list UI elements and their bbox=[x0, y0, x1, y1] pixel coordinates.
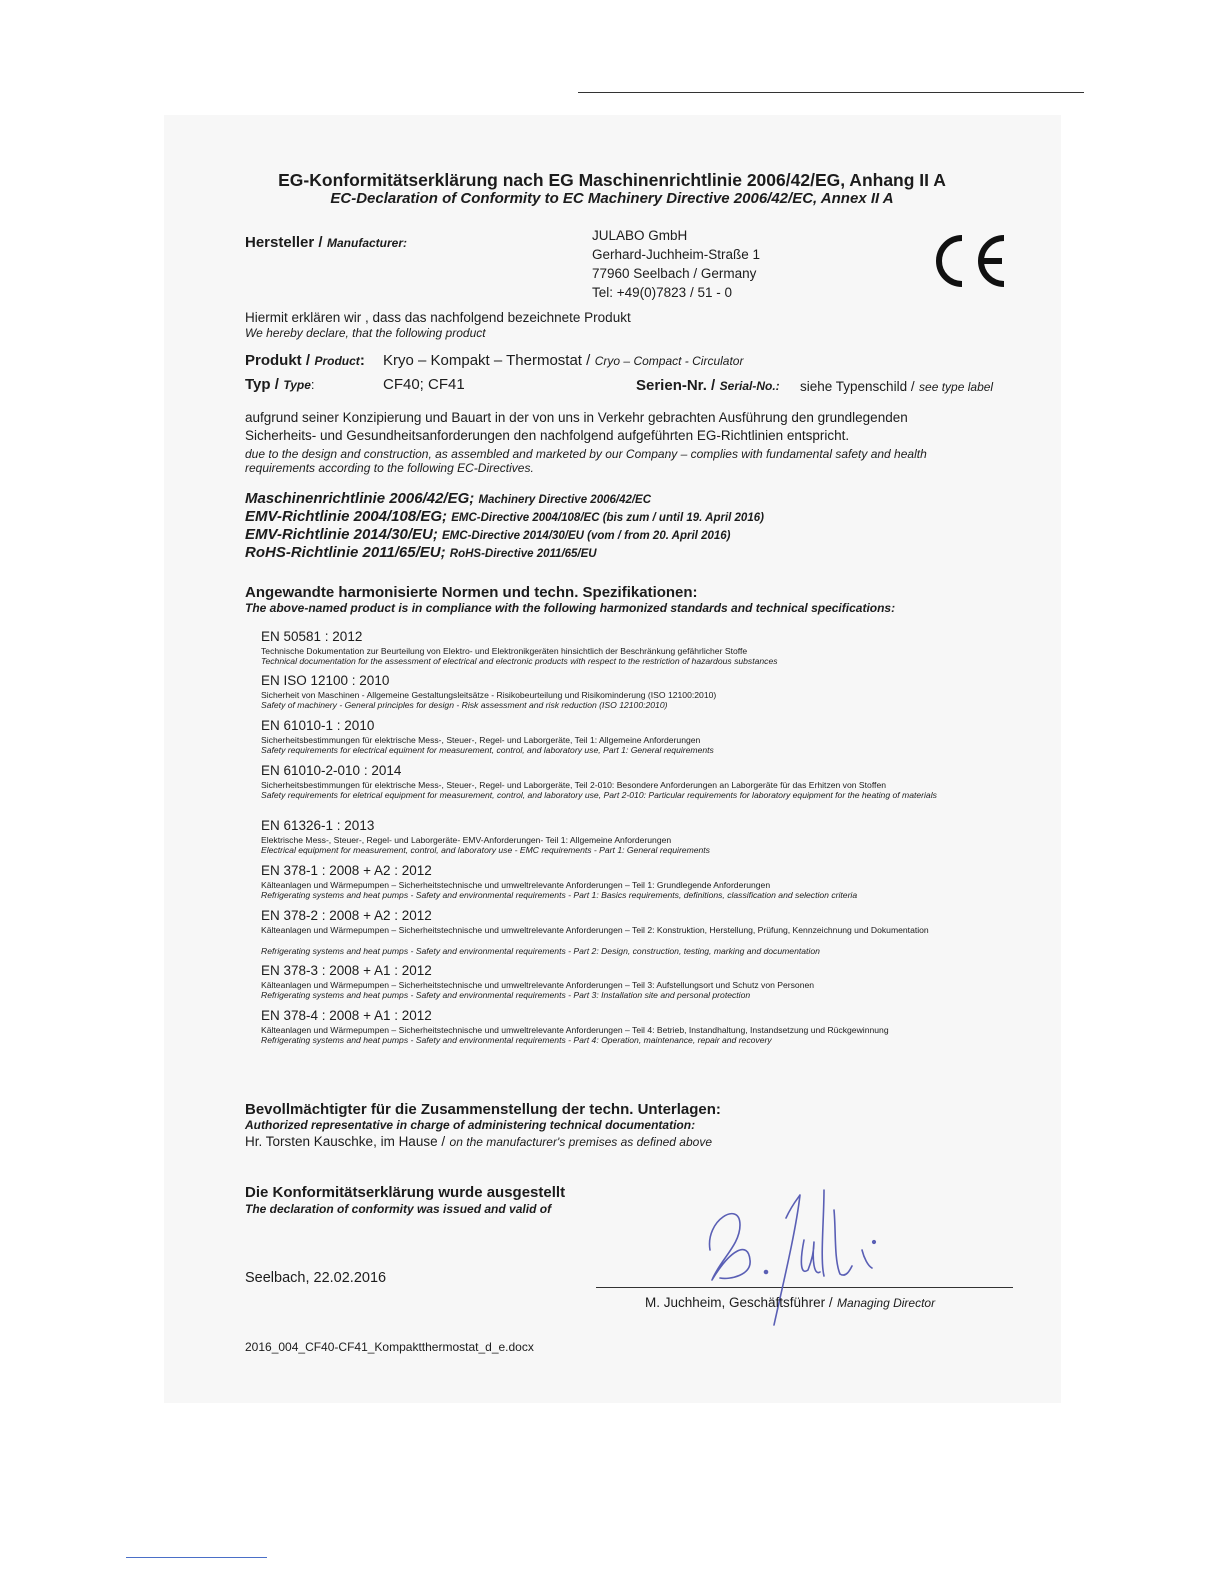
declare-german: Hiermit erklären wir , dass das nachfolgend bezeichnete Produkt bbox=[245, 310, 631, 325]
representative-heading-english: Authorized representative in charge of administering technical documentation: bbox=[245, 1118, 696, 1132]
standard-desc-english: Safety requirements for eletrical equipment for measurement, control, and laboratory use, Part 2-010: Particular requirements for laboratory equipment for the heating of materials bbox=[261, 790, 937, 800]
representative-name: Hr. Torsten Kauschke, im Hause / on the manufacturer's premises as defined above bbox=[245, 1134, 712, 1149]
title-english: EC-Declaration of Conformity to EC Machinery Directive 2006/42/EC, Annex II A bbox=[330, 190, 894, 207]
directive-line: EMV-Richtlinie 2004/108/EG; EMC-Directive 2004/108/EC (bis zum / until 19. April 2016) bbox=[245, 508, 764, 525]
standard-desc-english: Safety requirements for electrical equiment for measurement, control, and laboratory use, Part 1: General requirements bbox=[261, 745, 714, 755]
standard-code: EN 378-2 : 2008 + A2 : 2012 bbox=[261, 908, 432, 923]
product-value: Kryo – Kompakt – Thermostat / Cryo – Compact - Circulator bbox=[383, 352, 744, 369]
standard-code: EN 61010-1 : 2010 bbox=[261, 718, 375, 733]
standard-code: EN 61010-2-010 : 2014 bbox=[261, 763, 402, 778]
serial-value: siehe Typenschild / see type label bbox=[800, 379, 994, 394]
standard-desc-english: Refrigerating systems and heat pumps - Safety and environmental requirements - Part 4: Operation, maintenance, repair and recovery bbox=[261, 1035, 772, 1045]
standard-desc-german: Sicherheitsbestimmungen für elektrische Mess-, Steuer-, Regel- und Laborgeräte, Teil 2-010: Besondere Anforderungen an Laborgeräte für das Erhitzen von Stoffen bbox=[261, 780, 887, 790]
standard-code: EN 50581 : 2012 bbox=[261, 629, 363, 644]
standard-desc-english: Refrigerating systems and heat pumps - Safety and environmental requirements - Part 1: Basics requirements, definitions, classification and selection criteria bbox=[261, 890, 858, 900]
standard-desc-german: Sicherheitsbestimmungen für elektrische Mess-, Steuer-, Regel- und Laborgeräte, Teil 1: Allgemeine Anforderungen bbox=[261, 735, 701, 745]
standard-desc-english: Safety of machinery - General principles for design - Risk assessment and risk reduction (ISO 12100:2010) bbox=[261, 700, 668, 710]
standard-code: EN ISO 12100 : 2010 bbox=[261, 673, 390, 688]
basis-english-line-1: due to the design and construction, as assembled and marketed by our Company – complies with fundamental safety and health bbox=[245, 447, 927, 461]
footnote-rule bbox=[126, 1557, 267, 1558]
place-date: Seelbach, 22.02.2016 bbox=[245, 1270, 387, 1286]
standard-code: EN 378-4 : 2008 + A1 : 2012 bbox=[261, 1008, 432, 1023]
product-label: Produkt / Product: bbox=[245, 352, 365, 369]
directive-line: RoHS-Richtlinie 2011/65/EU; RoHS-Directive 2011/65/EU bbox=[245, 544, 597, 561]
type-label: Typ / Type: bbox=[245, 376, 315, 393]
standard-desc-german: Technische Dokumentation zur Beurteilung von Elektro- und Elektronikgeräten hinsichtlich der Beschränkung gefährlicher Stoffe bbox=[261, 646, 748, 656]
standard-desc-english: Technical documentation for the assessment of electrical and electronic products with respect to the restriction of hazardous substances bbox=[261, 656, 778, 666]
issued-heading-english: The declaration of conformity was issued and valid of bbox=[245, 1202, 552, 1216]
manufacturer-label: Hersteller / Manufacturer: bbox=[245, 234, 408, 251]
standard-desc-german: Kälteanlagen und Wärmepumpen – Sicherheitstechnische und umweltrelevante Anforderungen – Teil 4: Betrieb, Instandhaltung, Instandsetzung und Rückgewinnung bbox=[261, 1025, 889, 1035]
signatory: M. Juchheim, Geschäftsführer / Managing Director bbox=[645, 1295, 936, 1310]
standards-heading-german: Angewandte harmonisierte Normen und techn. Spezifikationen: bbox=[245, 584, 698, 601]
standard-desc-german: Sicherheit von Maschinen - Allgemeine Gestaltungsleitsätze - Risikobeurteilung und Risikominderung (ISO 12100:2010) bbox=[261, 690, 717, 700]
standard-desc-german: Kälteanlagen und Wärmepumpen – Sicherheitstechnische und umweltrelevante Anforderungen – Teil 1: Grundlegende Anforderungen bbox=[261, 880, 771, 890]
type-value: CF40; CF41 bbox=[383, 376, 465, 393]
manufacturer-name: JULABO GmbH bbox=[592, 228, 688, 243]
standard-code: EN 378-3 : 2008 + A1 : 2012 bbox=[261, 963, 432, 978]
issued-heading-german: Die Konformitätserklärung wurde ausgestellt bbox=[245, 1184, 566, 1201]
standard-desc-english: Refrigerating systems and heat pumps - Safety and environmental requirements - Part 2: Design, construction, testing, marking and documentation bbox=[261, 946, 820, 956]
title-german: EG-Konformitätserklärung nach EG Maschinenrichtlinie 2006/42/EG, Anhang II A bbox=[278, 170, 946, 190]
ce-mark-logo bbox=[932, 232, 1012, 290]
serial-label: Serien-Nr. / Serial-No.: bbox=[636, 377, 780, 394]
standard-desc-english: Electrical equipment for measurement, control, and laboratory use - EMC requirements - Part 1: General requirements bbox=[261, 845, 710, 855]
basis-german-line-2: Sicherheits- und Gesundheitsanforderungen den nachfolgend aufgeführten EG-Richtlinien entspricht. bbox=[245, 428, 850, 443]
directive-line: EMV-Richtlinie 2014/30/EU; EMC-Directive 2014/30/EU (vom / from 20. April 2016) bbox=[245, 526, 731, 543]
standard-code: EN 378-1 : 2008 + A2 : 2012 bbox=[261, 863, 432, 878]
representative-heading-german: Bevollmächtigter für die Zusammenstellung der techn. Unterlagen: bbox=[245, 1101, 721, 1118]
header-rule bbox=[578, 92, 1084, 93]
standard-desc-german: Kälteanlagen und Wärmepumpen – Sicherheitstechnische und umweltrelevante Anforderungen – Teil 2: Konstruktion, Herstellung, Prüfung, Kennzeichnung und Dokumentation bbox=[261, 925, 929, 935]
basis-german-line-1: aufgrund seiner Konzipierung und Bauart in der von uns in Verkehr gebrachten Ausführung den grundlegenden bbox=[245, 410, 908, 425]
standard-desc-german: Kälteanlagen und Wärmepumpen – Sicherheitstechnische und umweltrelevante Anforderungen – Teil 3: Aufstellungsort und Schutz von Personen bbox=[261, 980, 815, 990]
manufacturer-city: 77960 Seelbach / Germany bbox=[592, 266, 757, 281]
standard-desc-german: Elektrische Mess-, Steuer-, Regel- und Laborgeräte- EMV-Anforderungen- Teil 1: Allgemeine Anforderungen bbox=[261, 835, 672, 845]
directive-line: Maschinenrichtlinie 2006/42/EG; Machinery Directive 2006/42/EC bbox=[245, 490, 652, 507]
declare-english: We hereby declare, that the following product bbox=[245, 326, 486, 340]
manufacturer-street: Gerhard-Juchheim-Straße 1 bbox=[592, 247, 761, 262]
manufacturer-phone: Tel: +49(0)7823 / 51 - 0 bbox=[592, 285, 732, 300]
filename: 2016_004_CF40-CF41_Kompaktthermostat_d_e.docx bbox=[245, 1340, 534, 1354]
basis-english-line-2: requirements according to the following EC-Directives. bbox=[245, 461, 534, 475]
standard-code: EN 61326-1 : 2013 bbox=[261, 818, 375, 833]
standards-heading-english: The above-named product is in compliance with the following harmonized standards and technical specifications: bbox=[245, 601, 896, 615]
standard-desc-english: Refrigerating systems and heat pumps - Safety and environmental requirements - Part 3: Installation site and personal protection bbox=[261, 990, 751, 1000]
